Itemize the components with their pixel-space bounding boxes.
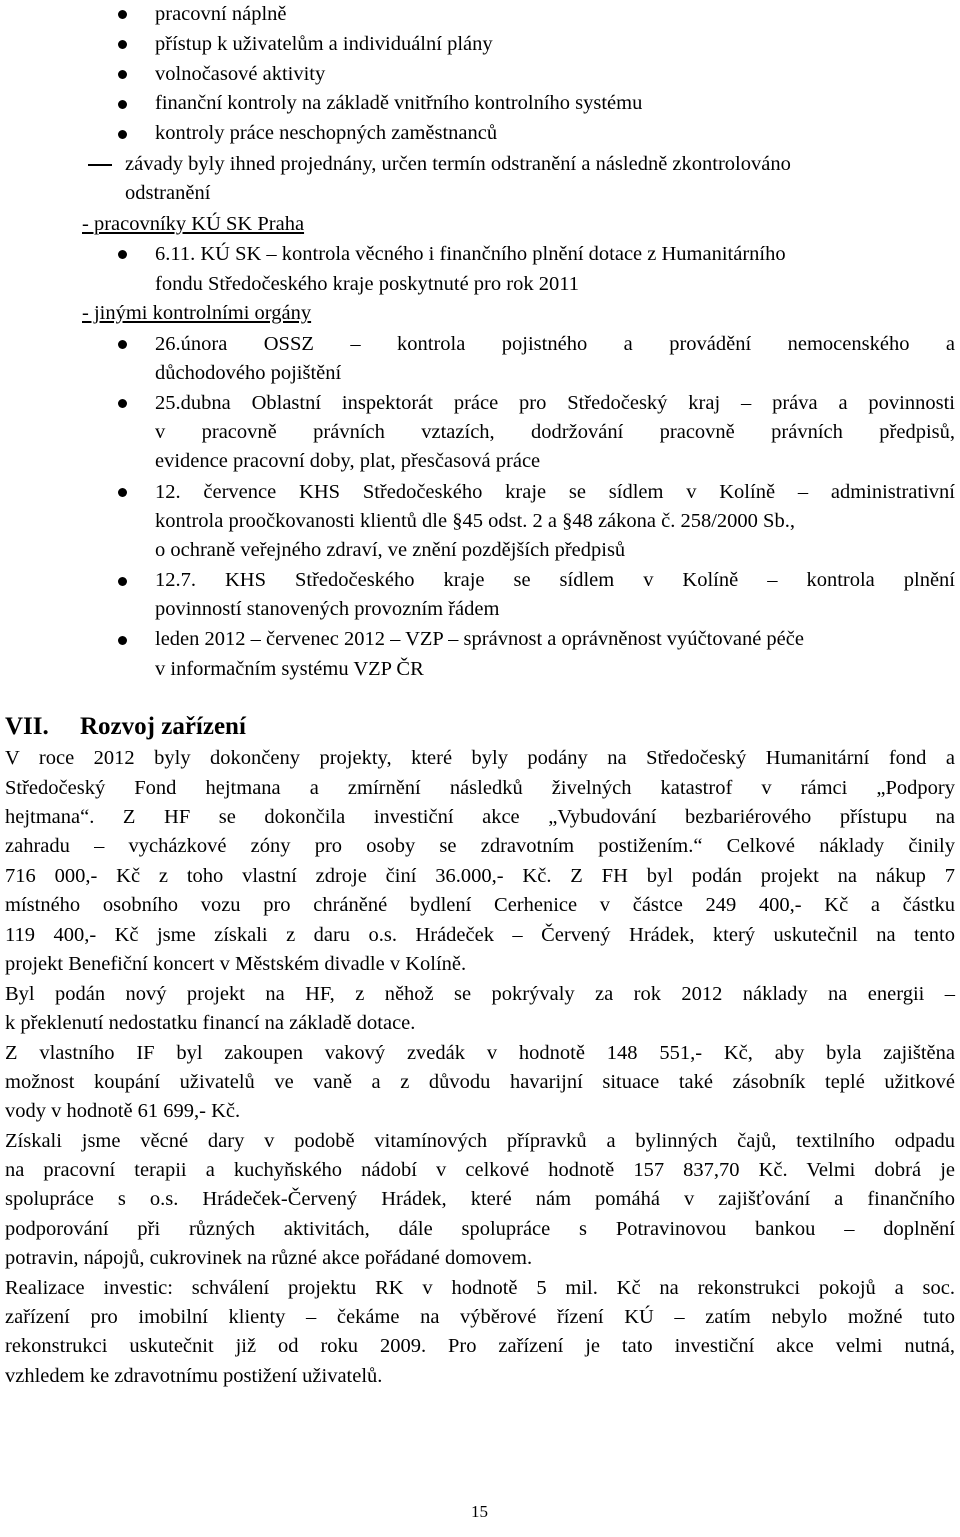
list-item-line: evidence pracovní doby, plat, přesčasová práce — [155, 450, 541, 472]
kus-heading: - pracovníky KÚ SK Praha — [82, 213, 305, 235]
list-item-line: 12.7. KHS Středočeského kraje se sídlem v Kolíně – kontrola plnění — [155, 569, 955, 591]
list-item: volnočasové aktivity — [155, 63, 326, 85]
page-number: 15 — [471, 1502, 488, 1521]
list-item-line: v informačním systému VZP ČR — [155, 658, 424, 680]
paragraph-line: Z vlastního IF byl zakoupen vakový zvedák v hodnotě 148 551,- Kč, aby byla zajištěna — [5, 1042, 955, 1064]
list-item-line: o ochraně veřejného zdraví, ve znění pozdějších předpisů — [155, 539, 626, 561]
paragraph-line: místného osobního vozu pro chráněné bydlení Cerhenice v částce 249 400,- Kč a částku — [5, 894, 955, 916]
list-item-line: fondu Středočeského kraje poskytnuté pro rok 2011 — [155, 273, 579, 295]
list-item: finanční kontroly na základě vnitřního kontrolního systému — [155, 92, 643, 114]
paragraph-line: podporování při různých aktivitách, dále spolupráce s Potravinovou bankou – doplnění — [5, 1218, 955, 1240]
bullet-icon — [118, 40, 127, 49]
section-title: Rozvoj zařízení — [80, 713, 246, 740]
dash-item-line: odstranění — [125, 182, 211, 204]
bullet-icon — [118, 399, 127, 408]
list-item-line: 25.dubna Oblastní inspektorát práce pro Středočeský kraj – práva a povinnosti — [155, 392, 955, 414]
list-item-line: v pracovně právních vztazích, dodržování pracovně právních předpisů, — [155, 421, 955, 443]
paragraph-line: rekonstrukci uskutečnit již od roku 2009. Pro zařízení je tato investiční akce velmi nutná, — [5, 1335, 955, 1357]
dash-icon — [88, 164, 112, 166]
paragraph-line: Realizace investic: schválení projektu RK v hodnotě 5 mil. Kč na rekonstrukci pokojů a soc. — [5, 1277, 955, 1299]
paragraph-line: 716 000,- Kč z toho vlastní zdroje činí 36.000,- Kč. Z FH byl podán projekt na nákup 7 — [5, 865, 955, 887]
bullet-icon — [118, 100, 127, 109]
paragraph-line: projekt Benefiční koncert v Městském divadle v Kolíně. — [5, 953, 467, 975]
list-item-line: 12. července KHS Středočeského kraje se sídlem v Kolíně – administrativní — [155, 481, 955, 503]
paragraph-line: spolupráce s o.s. Hrádeček-Červený Hrádek, které nám pomáhá v zajišťování a finančního — [5, 1188, 955, 1210]
list-item: přístup k uživatelům a individuální plány — [155, 33, 493, 55]
paragraph-line: Středočeský Fond hejtmana a zmírnění následků živelných katastrof v rámci „Podpory — [5, 777, 955, 799]
paragraph-line: možnost koupání uživatelů ve vaně a z důvodu havarijní situace také zásobník teplé užitkové — [5, 1071, 955, 1093]
paragraph-line: zahradu – vycházkové zóny pro osoby se zdravotním postižením.“ Celkové náklady činily — [5, 835, 955, 857]
bullet-icon — [118, 488, 127, 497]
paragraph-line: vody v hodnotě 61 699,- Kč. — [5, 1100, 241, 1122]
bullet-icon — [118, 250, 127, 259]
list-item-line: kontrola proočkovanosti klientů dle §45 odst. 2 a §48 zákona č. 258/2000 Sb., — [155, 510, 795, 532]
bullet-icon — [118, 636, 127, 645]
list-item-line: 26.února OSSZ – kontrola pojistného a provádění nemocenského a — [155, 333, 955, 355]
paragraph-line: Získali jsme věcné dary v podobě vitamínových přípravků a bylinných čajů, textilního odpadu — [5, 1130, 955, 1152]
paragraph-line: 119 400,- Kč jsme získali z daru o.s. Hrádeček – Červený Hrádek, který uskutečnil na tento — [5, 924, 955, 946]
bullet-icon — [118, 10, 127, 19]
paragraph-line: potravin, nápojů, cukrovinek na různé akce pořádané domovem. — [5, 1247, 533, 1269]
bullet-icon — [118, 340, 127, 349]
section-number: VII. — [5, 713, 49, 740]
other-organs-heading: - jinými kontrolními orgány — [82, 302, 312, 324]
paragraph-line: na pracovní terapii a kuchyňského nádobí v celkové hodnotě 157 837,70 Kč. Velmi dobrá je — [5, 1159, 955, 1181]
list-item-line: 6.11. KÚ SK – kontrola věcného i finančního plnění dotace z Humanitárního — [155, 243, 786, 265]
list-item-line: leden 2012 – červenec 2012 – VZP – správnost a oprávněnost vyúčtované péče — [155, 628, 804, 650]
bullet-icon — [118, 577, 127, 586]
list-item: pracovní náplně — [155, 3, 287, 25]
paragraph-line: zařízení pro imobilní klienty – čekáme na výběrové řízení KÚ – zatím nebylo možné tuto — [5, 1306, 955, 1328]
paragraph-line: V roce 2012 byly dokončeny projekty, které byly podány na Středočeský Humanitární fond a — [5, 747, 955, 769]
list-item-line: povinností stanovených provozním řádem — [155, 598, 500, 620]
list-item-line: důchodového pojištění — [155, 362, 342, 384]
paragraph-line: k překlenutí nedostatku financí na základě dotace. — [5, 1012, 416, 1034]
paragraph-line: hejtmana“. Z HF se dokončila investiční akce „Vybudování bezbariérového přístupu na — [5, 806, 955, 828]
paragraph-line: Byl podán nový projekt na HF, z něhož se pokrývaly za rok 2012 náklady na energii – — [5, 983, 955, 1005]
dash-item-line: závady byly ihned projednány, určen termín odstranění a následně zkontrolováno — [125, 153, 791, 175]
bullet-icon — [118, 70, 127, 79]
list-item: kontroly práce neschopných zaměstnanců — [155, 122, 498, 144]
bullet-icon — [118, 130, 127, 139]
paragraph-line: vzhledem ke zdravotnímu postižení uživatelů. — [5, 1365, 383, 1387]
